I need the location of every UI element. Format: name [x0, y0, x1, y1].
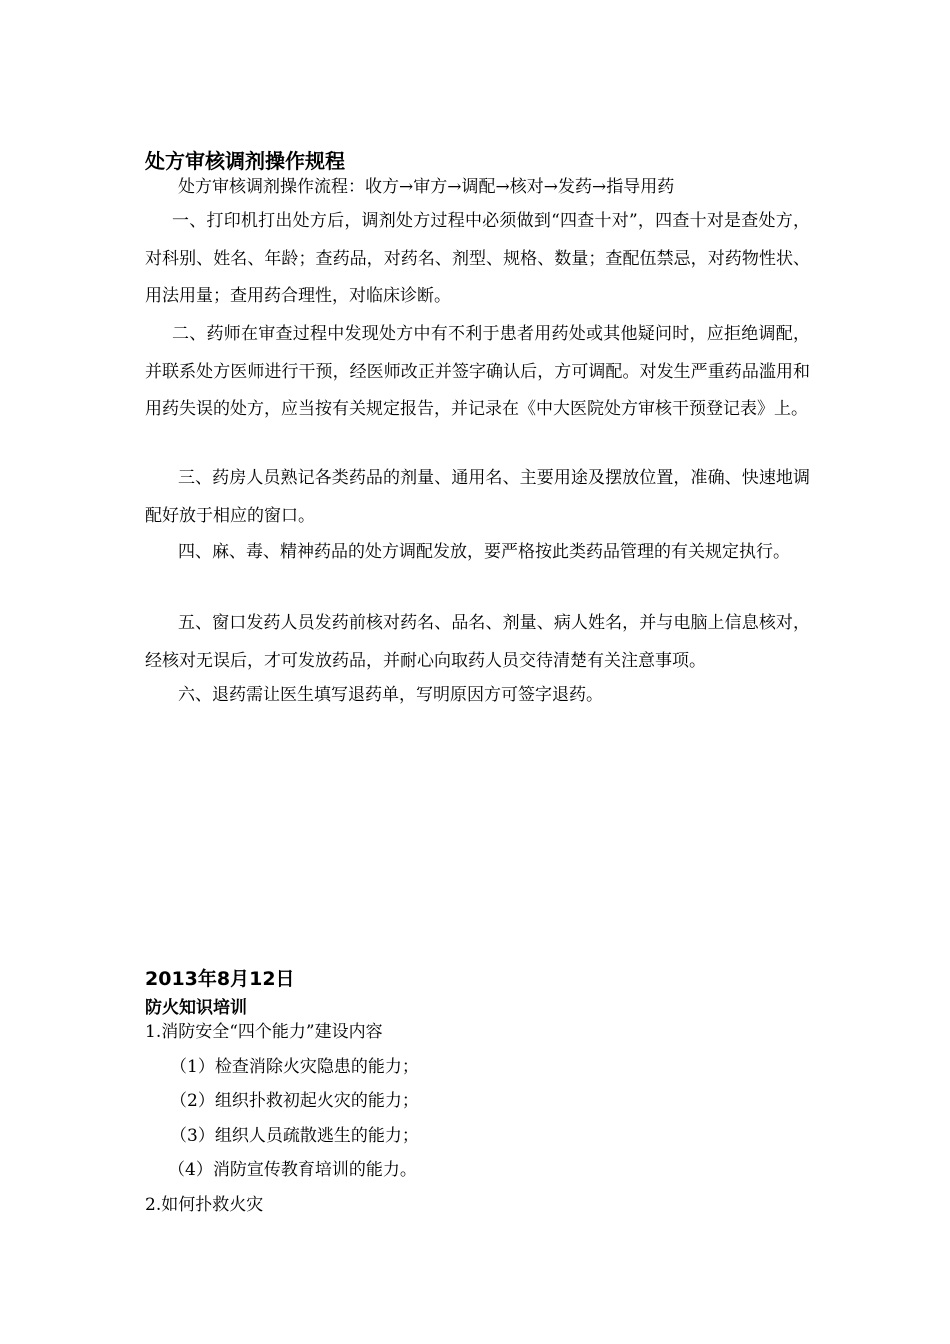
paragraph-1: 一、打印机打出处方后，调剂处方过程中必须做到“四查十对”，四查十对是查处方，对科别、姓名、年龄；查药品，对药名、剂型、规格、数量；查配伍禁忌，对药物性状、用法用量；查用药合理性，对临床诊断。 [145, 211, 810, 306]
sub-list-item: （3）组织人员疏散逃生的能力； [170, 1126, 419, 1146]
paragraph-6: 六、退药需让医生填写退药单，写明原因方可签字退药。 [178, 685, 603, 705]
section-title-prescription-review: 处方审核调剂操作规程 [145, 149, 345, 173]
paragraph-5: 五、窗口发药人员发药前核对药名、品名、剂量、病人姓名，并与电脑上信息核对，经核对无误后，才可发放药品，并耐心向取药人员交待清楚有关注意事项。 [145, 613, 810, 671]
sub-list-item: （2）组织扑救初起火灾的能力； [170, 1091, 419, 1111]
list-item-1: 1.消防安全“四个能力”建设内容 [145, 1022, 383, 1042]
paragraph-3: 三、药房人员熟记各类药品的剂量、通用名、主要用途及摆放位置，准确、快速地调配好放于相应的窗口。 [145, 468, 810, 526]
workflow-line: 处方审核调剂操作流程：收方→审方→调配→核对→发药→指导用药 [178, 177, 675, 197]
list-item-2: 2.如何扑救火灾 [145, 1195, 264, 1215]
sub-list-item: （4）消防宣传教育培训的能力。 [168, 1160, 417, 1180]
paragraph-2: 二、药师在审查过程中发现处方中有不利于患者用药处或其他疑问时，应拒绝调配，并联系处方医师进行干预，经医师改正并签字确认后，方可调配。对发生严重药品滥用和用药失误的处方，应当按有关规定报告，并记录在《中大医院处方审核干预登记表》上。 [145, 324, 810, 419]
section-title-fire-training: 防火知识培训 [145, 998, 247, 1018]
sub-list-item: （1）检查消除火灾隐患的能力； [170, 1057, 419, 1077]
date-heading: 2013年8月12日 [145, 968, 295, 990]
paragraph-4: 四、麻、毒、精神药品的处方调配发放，要严格按此类药品管理的有关规定执行。 [178, 542, 790, 562]
